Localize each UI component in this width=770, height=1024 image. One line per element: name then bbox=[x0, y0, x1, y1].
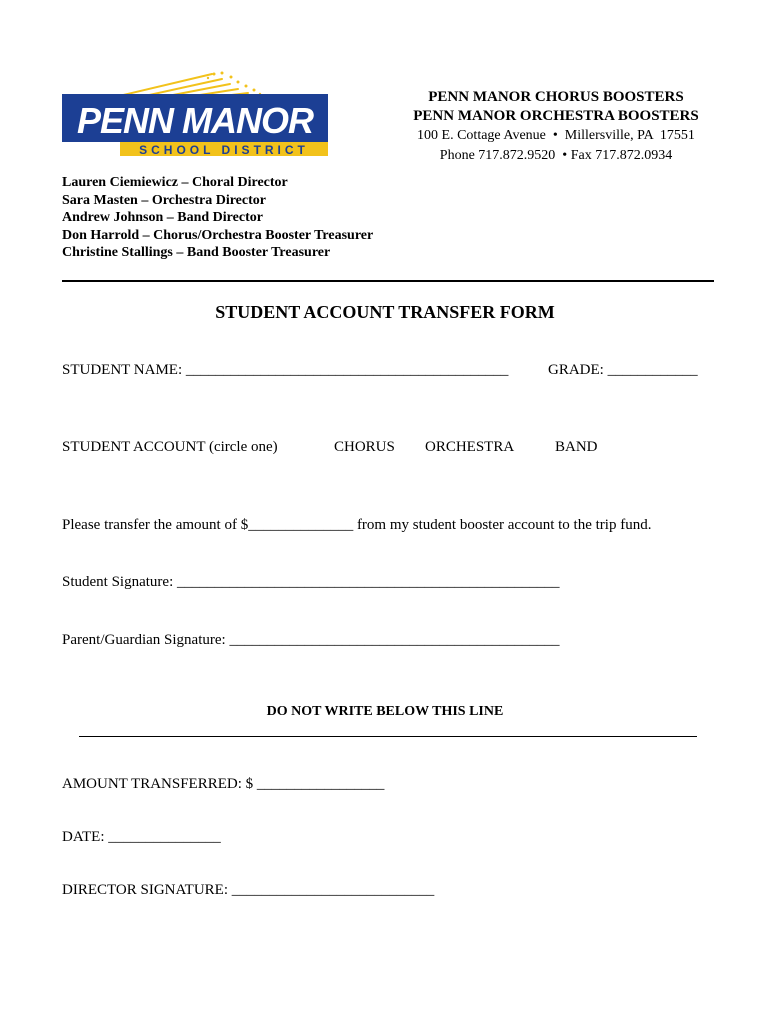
do-not-write-notice: DO NOT WRITE BELOW THIS LINE bbox=[266, 704, 504, 719]
staff-item: Don Harrold – Chorus/Orchestra Booster Treasurer bbox=[62, 227, 374, 243]
student-signature-field[interactable]: Student Signature: ___________________________________________________ bbox=[62, 574, 560, 590]
staff-item: Sara Masten – Orchestra Director bbox=[62, 192, 266, 208]
staff-item: Christine Stallings – Band Booster Treasurer bbox=[62, 245, 331, 261]
parent-signature-field[interactable]: Parent/Guardian Signature: ____________________________________________ bbox=[62, 632, 560, 648]
student-name-field[interactable]: STUDENT NAME: ___________________________________________ bbox=[62, 362, 509, 378]
student-account-label: STUDENT ACCOUNT (circle one) bbox=[62, 439, 278, 455]
org-phone: Phone 717.872.9520 • Fax 717.872.0934 bbox=[439, 148, 673, 163]
transfer-amount-field[interactable]: Please transfer the amount of $______________ from my student booster account to the trip fund. bbox=[62, 517, 652, 533]
office-use-divider bbox=[79, 736, 697, 737]
date-field[interactable]: DATE: _______________ bbox=[62, 829, 221, 845]
header-divider bbox=[62, 280, 714, 282]
penn-manor-logo bbox=[62, 70, 328, 158]
staff-item: Lauren Ciemiewicz – Choral Director bbox=[62, 175, 288, 190]
grade-field[interactable]: GRADE: ____________ bbox=[548, 362, 698, 378]
org-name-chorus: PENN MANOR CHORUS BOOSTERS bbox=[428, 89, 684, 105]
organization-info bbox=[386, 88, 726, 166]
director-signature-field[interactable]: DIRECTOR SIGNATURE: ___________________________ bbox=[62, 882, 435, 898]
account-option-orchestra[interactable]: ORCHESTRA bbox=[425, 439, 515, 455]
amount-transferred-field[interactable]: AMOUNT TRANSFERRED: $ _________________ bbox=[62, 776, 385, 792]
account-option-chorus[interactable]: CHORUS bbox=[334, 439, 395, 455]
staff-item: Andrew Johnson – Band Director bbox=[62, 210, 263, 226]
logo-wordmark: PENN MANOR bbox=[76, 100, 314, 141]
form-title: STUDENT ACCOUNT TRANSFER FORM bbox=[215, 302, 555, 322]
staff-list bbox=[62, 174, 373, 262]
logo-subtitle: SCHOOL DISTRICT bbox=[139, 143, 309, 157]
account-option-band[interactable]: BAND bbox=[555, 439, 598, 455]
org-name-orchestra: PENN MANOR ORCHESTRA BOOSTERS bbox=[413, 108, 699, 124]
org-address: 100 E. Cottage Avenue • Millersville, PA 17551 bbox=[417, 128, 695, 143]
